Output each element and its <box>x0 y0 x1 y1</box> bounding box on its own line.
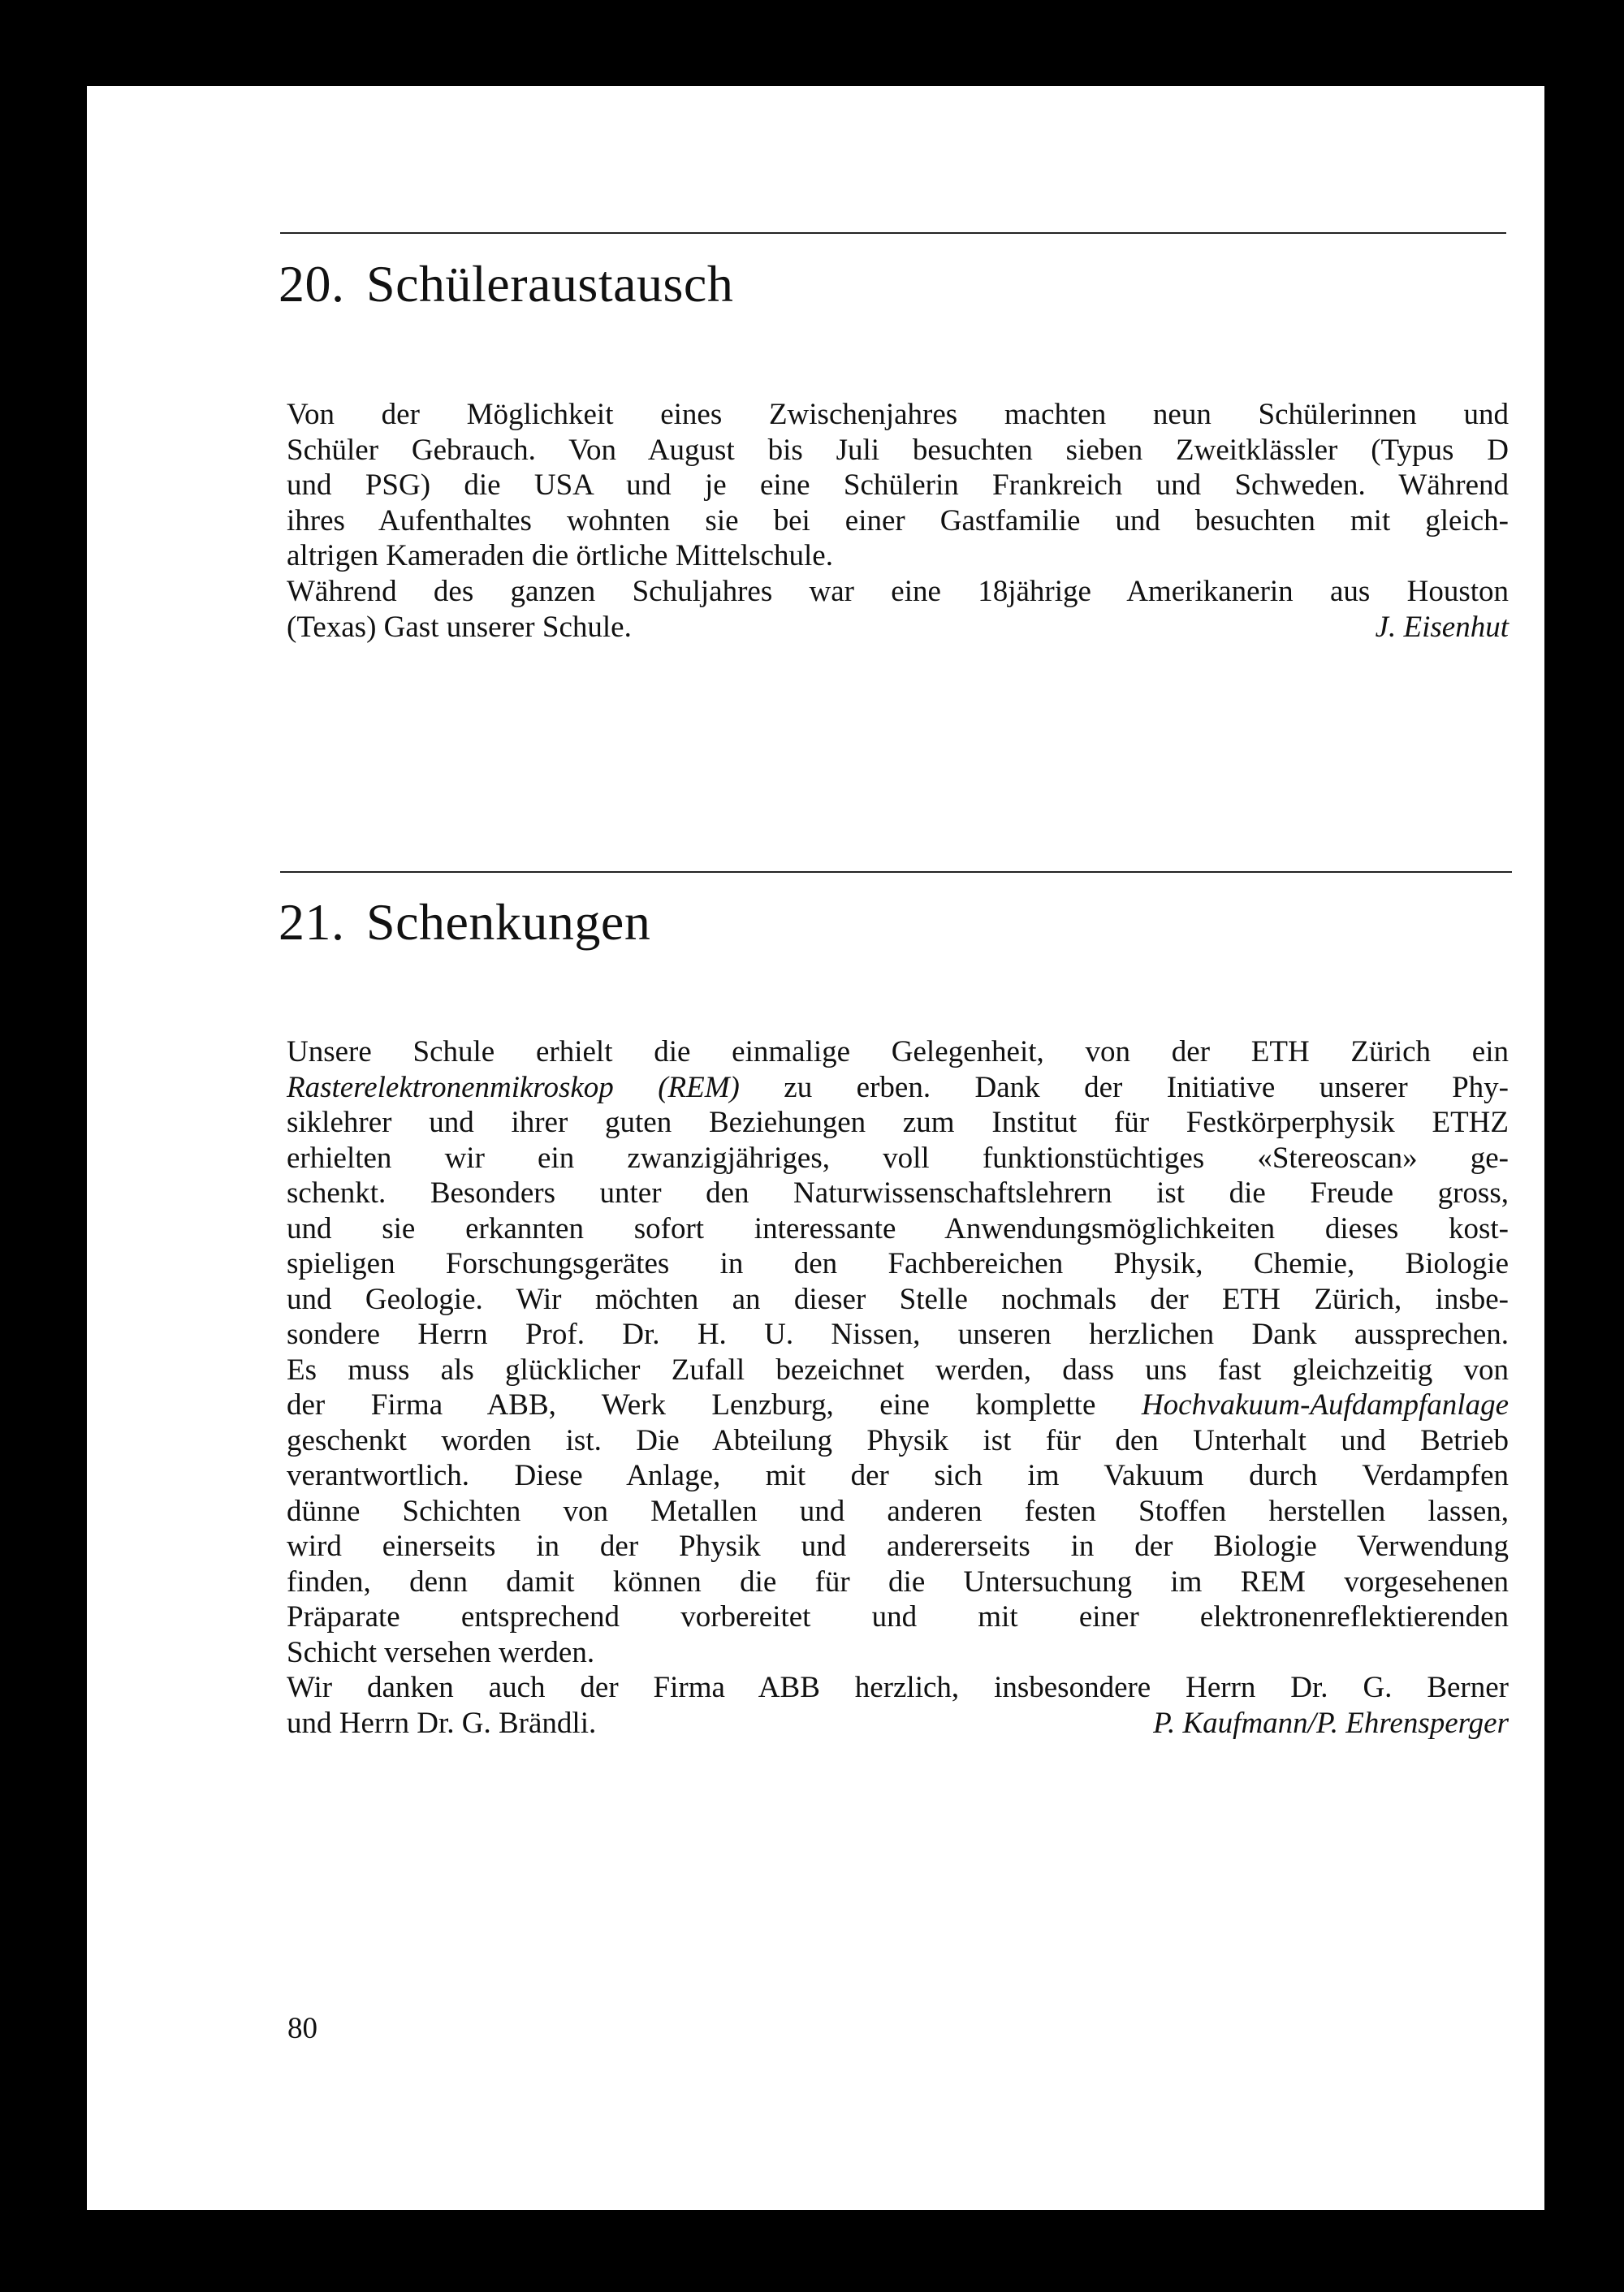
text-line: verantwortlich. Diese Anlage, mit der sich im Vakuum durch Verdampfen <box>287 1459 1509 1492</box>
italic-term: Rasterelektronenmikroskop (REM) <box>287 1070 740 1104</box>
section-rule <box>280 232 1506 234</box>
text-line: Von der Möglichkeit eines Zwischenjahres machten neun Schülerinnen und <box>287 398 1509 431</box>
signature-line <box>287 610 1509 645</box>
text-line <box>287 1070 1509 1106</box>
text-line: Es muss als glücklicher Zufall bezeichnet werden, dass uns fast gleichzeitig von <box>287 1353 1509 1387</box>
text-line: Unsere Schule erhielt die einmalige Gelegenheit, von der ETH Zürich ein <box>287 1035 1509 1068</box>
text-line: finden, denn damit können die für die Untersuchung im REM vorgesehenen <box>287 1565 1509 1599</box>
text-line: sondere Herrn Prof. Dr. H. U. Nissen, unseren herzlichen Dank aussprechen. <box>287 1318 1509 1351</box>
section-number: 21. <box>279 893 345 951</box>
text-line: Schicht versehen werden. <box>287 1635 595 1669</box>
text-line: und sie erkannten sofort interessante Anwendungsmöglichkeiten dieses kost- <box>287 1211 1509 1245</box>
document-page <box>87 86 1544 2210</box>
text-line: erhielten wir ein zwanzigjähriges, voll funktionstüchtiges «Stereoscan» ge- <box>287 1141 1509 1175</box>
page-number: 80 <box>287 2012 317 2045</box>
section-body <box>287 397 1509 645</box>
text-line: und Geologie. Wir möchten an dieser Stelle nochmals der ETH Zürich, insbe- <box>287 1282 1509 1316</box>
text-line: ihres Aufenthaltes wohnten sie bei einer Gastfamilie und besuchten mit gleich- <box>287 503 1509 537</box>
signature-line <box>287 1706 1509 1742</box>
section-rule <box>280 871 1512 873</box>
author-signature: J. Eisenhut <box>1375 610 1509 644</box>
text-line: schenkt. Besonders unter den Naturwissenschaftslehrern ist die Freude gross, <box>287 1176 1509 1210</box>
section-title: Schüleraustausch <box>366 255 734 313</box>
text-line: siklehrer und ihrer guten Beziehungen zum Institut für Festkörperphysik ETHZ <box>287 1106 1509 1139</box>
text-line: und PSG) die USA und je eine Schülerin Frankreich und Schweden. Während <box>287 468 1509 503</box>
text-fragment: der Firma ABB, Werk Lenzburg, eine komplette <box>287 1388 1142 1422</box>
section-body <box>287 1034 1509 1741</box>
text-line: altrigen Kameraden die örtliche Mittelschule. <box>287 539 833 573</box>
text-line: geschenkt worden ist. Die Abteilung Physik ist für den Unterhalt und Betrieb <box>287 1423 1509 1457</box>
text-line: wird einerseits in der Physik und andererseits in der Biologie Verwendung <box>287 1530 1509 1563</box>
text-line <box>287 1388 1509 1423</box>
text-line: Schüler Gebrauch. Von August bis Juli besuchten sieben Zweitklässler (Typus D <box>287 433 1509 467</box>
author-signature: P. Kaufmann/P. Ehrensperger <box>1153 1706 1509 1740</box>
italic-term: Hochvakuum-Aufdampfanlage <box>1141 1388 1509 1422</box>
text-line: dünne Schichten von Metallen und anderen festen Stoffen herstellen lassen, <box>287 1494 1509 1528</box>
text-line: Während des ganzen Schuljahres war eine 18jährige Amerikanerin aus Houston <box>287 574 1509 608</box>
text-line: und Herrn Dr. G. Brändli. <box>287 1706 597 1740</box>
section-title: Schenkungen <box>366 893 651 951</box>
section-heading <box>279 255 734 313</box>
section-heading <box>279 893 651 951</box>
text-line: spieligen Forschungsgerätes in den Fachbereichen Physik, Chemie, Biologie <box>287 1247 1509 1280</box>
text-fragment: zu erben. Dank der Initiative unserer Phy- <box>739 1070 1509 1104</box>
text-line: Wir danken auch der Firma ABB herzlich, insbesondere Herrn Dr. G. Berner <box>287 1671 1509 1704</box>
text-line: (Texas) Gast unserer Schule. <box>287 610 632 644</box>
section-number: 20. <box>279 255 345 313</box>
text-line: Präparate entsprechend vorbereitet und mit einer elektronenreflektierenden <box>287 1600 1509 1634</box>
